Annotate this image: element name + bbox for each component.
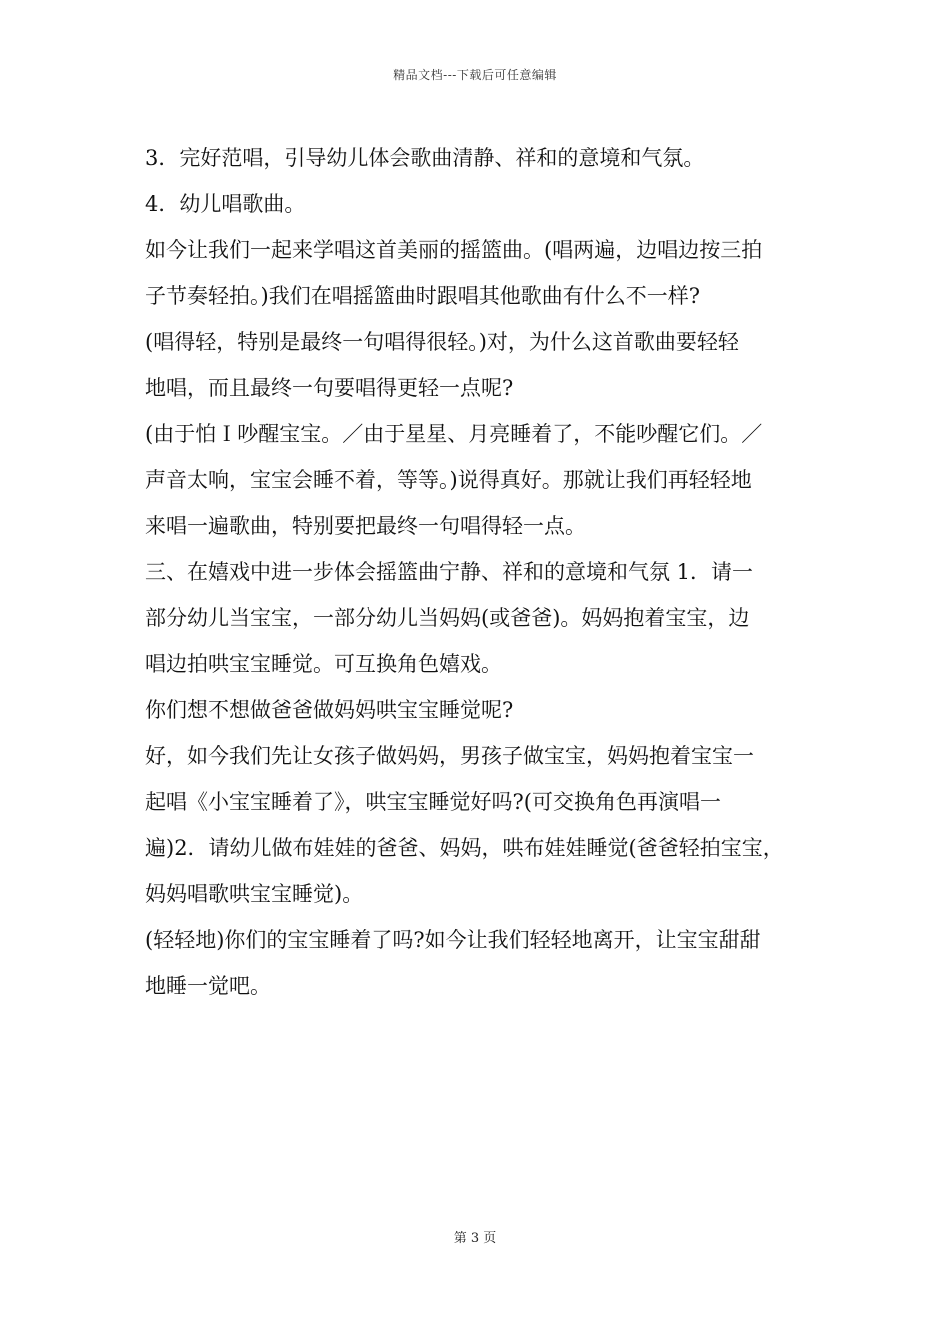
body-line: 地睡一觉吧。 [145,974,271,998]
body-line: 子节奏轻拍。)我们在唱摇篮曲时跟唱其他歌曲有什么不一样? [145,284,700,308]
body-line: 起唱《小宝宝睡着了》，哄宝宝睡觉好吗?(可交换角色再演唱一 [145,790,721,814]
body-line: 地唱，而且最终一句要唱得更轻一点呢? [145,376,514,400]
body-line: 妈妈唱歌哄宝宝睡觉)。 [145,882,364,906]
body-line: 4．幼儿唱歌曲。 [145,192,306,216]
body-line: 部分幼儿当宝宝，一部分幼儿当妈妈(或爸爸)。妈妈抱着宝宝，边 [145,606,750,630]
body-line: (唱得轻，特别是最终一句唱得很轻。)对，为什么这首歌曲要轻轻 [145,330,739,354]
body-line: (由于怕Ｉ吵醒宝宝。／由于星星、月亮睡着了，不能吵醒它们。／ [145,422,763,446]
body-line: 3．完好范唱，引导幼儿体会歌曲清静、祥和的意境和气氛。 [145,146,705,170]
body-line: 来唱一遍歌曲，特别要把最终一句唱得轻一点。 [145,514,586,538]
body-line: 遍)2．请幼儿做布娃娃的爸爸、妈妈，哄布娃娃睡觉(爸爸轻拍宝宝， [145,836,784,860]
body-line: (轻轻地)你们的宝宝睡着了吗?如今让我们轻轻地离开，让宝宝甜甜 [145,928,761,952]
body-line: 唱边拍哄宝宝睡觉。可互换角色嬉戏。 [145,652,502,676]
body-line: 三、在嬉戏中进一步体会摇篮曲宁静、祥和的意境和气氛 1．请一 [145,560,754,584]
page-number: 第 3 页 [453,1231,497,1246]
page-header: 精品文档---下载后可任意编辑 [393,68,557,82]
body-line: 你们想不想做爸爸做妈妈哄宝宝睡觉呢? [145,698,514,722]
body-line: 好，如今我们先让女孩子做妈妈，男孩子做宝宝，妈妈抱着宝宝一 [145,744,754,768]
body-line: 如今让我们一起来学唱这首美丽的摇篮曲。(唱两遍，边唱边按三拍 [145,238,763,262]
body-line: 声音太响，宝宝会睡不着，等等。)说得真好。那就让我们再轻轻地 [145,468,752,492]
document-body [145,135,810,1009]
